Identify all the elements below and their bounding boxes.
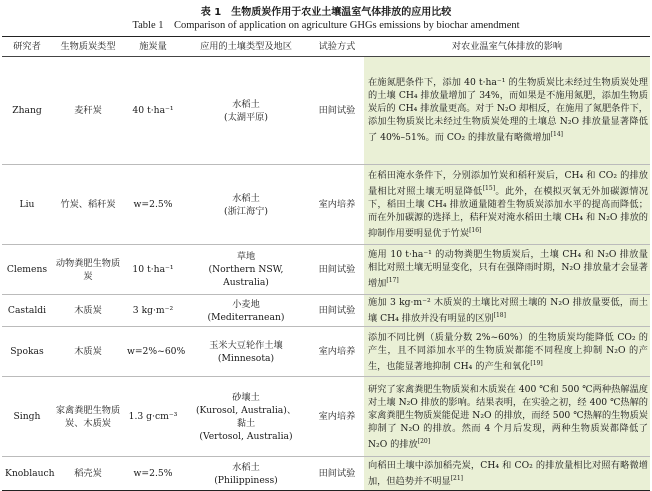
rate-cell: 40 t·ha⁻¹ <box>124 57 182 165</box>
table-row <box>2 245 650 295</box>
biochar-type-cell: 家禽粪肥生物质炭、木质炭 <box>52 377 124 457</box>
column-header: 对农业温室气体排放的影响 <box>364 37 650 57</box>
biochar-type-cell: 竹炭、稻秆炭 <box>52 165 124 245</box>
effect-text: 施用 10 t·ha⁻¹ 的动物粪肥生物质炭后，土壤 CH₄ 和 N₂O 排放量相比对照土壤无明显变化，只有在强降雨时期，N₂O 排放量才会显著增加 <box>368 249 648 290</box>
column-header: 试验方式 <box>310 37 364 57</box>
effect-text: 在施氮肥条件下，添加 40 t·ha⁻¹ 的生物质炭比未经过生物质炭处理的土壤 CH₄ 排放量增加了 34%，而如果是不施用氮肥，添加生物质炭后的 CH₄ 排放量更高。对于 N₂O 却相反，在施用了氮肥条件下，添加生物质炭比未经过生物质炭处理的土壤总 N₂O 排放量显著降低了 40%–51%。而 CO₂ 的排放量有略微增加 <box>368 77 648 144</box>
site-cell <box>182 327 310 377</box>
region: (Northern NSW, Australia) <box>208 264 284 288</box>
site-cell <box>182 377 310 457</box>
reference-mark: [19] <box>530 359 543 367</box>
effect-cell <box>364 295 650 327</box>
soil-type: 水稻土 <box>232 192 260 204</box>
site-cell <box>182 457 310 491</box>
region: (Kurosol, Australia)、 <box>195 404 297 416</box>
effect-cell <box>364 377 650 457</box>
researcher-cell: Singh <box>2 377 52 457</box>
effect-cell <box>364 165 650 245</box>
reference-mark: [21] <box>450 475 464 483</box>
effect-text: 施加 3 kg·m⁻² 木质炭的土壤比对照土壤的 N₂O 排放量要低，而土壤 CH₄ 排放并没有明显的区别 <box>368 297 648 325</box>
table-row <box>2 457 650 491</box>
table-caption-en: Table 1 Comparison of application on agriculture GHGs emissions by biochar amendment <box>132 20 520 31</box>
effect-text: 。此外，在模拟灭氧无外加碳源情况下，稻田土壤 CH₄ 排放通量随着生物质炭添加水平的提高而降低；而在外加碳源的选择上，秸秆炭对淹水稻田土壤 CH₄ 和 N₂O 排放的抑制作用要明显优于竹炭 <box>368 186 649 240</box>
effect-text: 研究了家禽粪肥生物质炭和木质炭在 400 ℃和 500 ℃两种热解温度对土壤 N₂O 排放的影响。结果表明，在实验之初，经 400 ℃热解的家禽粪肥生物质炭能促进 N₂O 的排放，而经 500 ℃热解的生物质炭抑制了 N₂O 的排放。然而 4 个月后发现，两种生物质炭都降低了 N₂O 的排放 <box>368 383 648 450</box>
method-cell: 室内培养 <box>310 327 364 377</box>
table-caption-cn: 表 1 生物质炭作用于农业土壤温室气体排放的应用比较 <box>200 7 452 18</box>
soil-type: 草地 <box>236 251 256 262</box>
soil-type: 小麦地 <box>232 298 260 310</box>
rate-cell: w=2.5% <box>124 165 182 245</box>
region: (浙江海宁) <box>224 205 268 217</box>
reference-mark: [15] <box>482 184 496 192</box>
table-row <box>2 165 650 245</box>
table-row <box>2 295 650 327</box>
reference-mark: [14] <box>550 131 564 139</box>
site-cell <box>182 165 310 245</box>
soil-type: 水稻土 <box>232 461 260 473</box>
researcher-cell: Spokas <box>2 327 52 377</box>
researcher-cell: Castaldi <box>2 295 52 327</box>
table-row <box>2 377 650 457</box>
column-header: 研究者 <box>2 37 52 57</box>
table-row <box>2 327 650 377</box>
column-header: 生物质炭类型 <box>52 37 124 57</box>
method-cell: 田间试验 <box>310 245 364 295</box>
method-cell: 室内培养 <box>310 165 364 245</box>
effect-text: 添加不同比例（质量分数 2%~60%）的生物质炭均能降低 CO₂ 的产生，且不同添加水平的生物质炭都能不同程度上抑制 N₂O 的产生，也能显著地抑制 CH₄ 的产生和氧化 <box>368 331 648 372</box>
region: (Vertosol, Australia) <box>199 430 293 442</box>
column-header: 施炭量 <box>124 37 182 57</box>
rate-cell: 10 t·ha⁻¹ <box>124 245 182 295</box>
comparison-table <box>2 36 650 491</box>
reference-mark: [17] <box>386 277 399 285</box>
method-cell: 室内培养 <box>310 377 364 457</box>
rate-cell: 1.3 g·cm⁻³ <box>124 377 182 457</box>
biochar-type-cell: 木质炭 <box>52 295 124 327</box>
rate-cell: 3 kg·m⁻² <box>124 295 182 327</box>
researcher-cell: Liu <box>2 165 52 245</box>
table-row <box>2 57 650 165</box>
biochar-type-cell: 动物粪肥生物质炭 <box>52 245 124 295</box>
effect-cell <box>364 245 650 295</box>
reference-mark: [20] <box>417 437 431 445</box>
effect-cell <box>364 327 650 377</box>
researcher-cell: Zhang <box>2 57 52 165</box>
site-cell <box>182 295 310 327</box>
soil-type: 玉米大豆轮作土壤 <box>209 339 283 351</box>
effect-cell <box>364 457 650 491</box>
region: (Minnesota) <box>217 352 275 364</box>
reference-mark: [16] <box>469 227 482 234</box>
rate-cell: w=2%~60% <box>124 327 182 377</box>
soil-type: 砂壤土 <box>232 391 260 403</box>
effect-text: 在稻田淹水条件下，分别添加竹炭和稻秆炭后，CH₄ 和 CO₂ 的排放量相比对照土壤无明显降低 <box>368 169 648 197</box>
region: (Philippiness) <box>214 474 278 486</box>
region: (太湖平原) <box>224 111 268 123</box>
rate-cell: w=2.5% <box>124 457 182 491</box>
method-cell: 田间试验 <box>310 295 364 327</box>
method-cell: 田间试验 <box>310 57 364 165</box>
soil-type: 水稻土 <box>232 98 260 110</box>
effect-text: 向稻田土壤中添加稻壳炭，CH₄ 和 CO₂ 的排放量相比对照有略微增加，但趋势并不明显 <box>368 460 648 488</box>
biochar-type-cell: 稻壳炭 <box>52 457 124 491</box>
region: (Mediterranean) <box>207 311 285 323</box>
site-cell <box>182 245 310 295</box>
biochar-type-cell: 木质炭 <box>52 327 124 377</box>
table-header-row <box>2 37 650 57</box>
column-header: 应用的土壤类型及地区 <box>182 37 310 57</box>
site-cell <box>182 57 310 165</box>
method-cell: 田间试验 <box>310 457 364 491</box>
researcher-cell: Clemens <box>2 245 52 295</box>
researcher-cell: Knoblauch <box>2 457 52 491</box>
soil-type: 黏土 <box>236 417 256 429</box>
effect-cell <box>364 57 650 165</box>
biochar-type-cell: 麦秆炭 <box>52 57 124 165</box>
reference-mark: [18] <box>493 312 506 319</box>
